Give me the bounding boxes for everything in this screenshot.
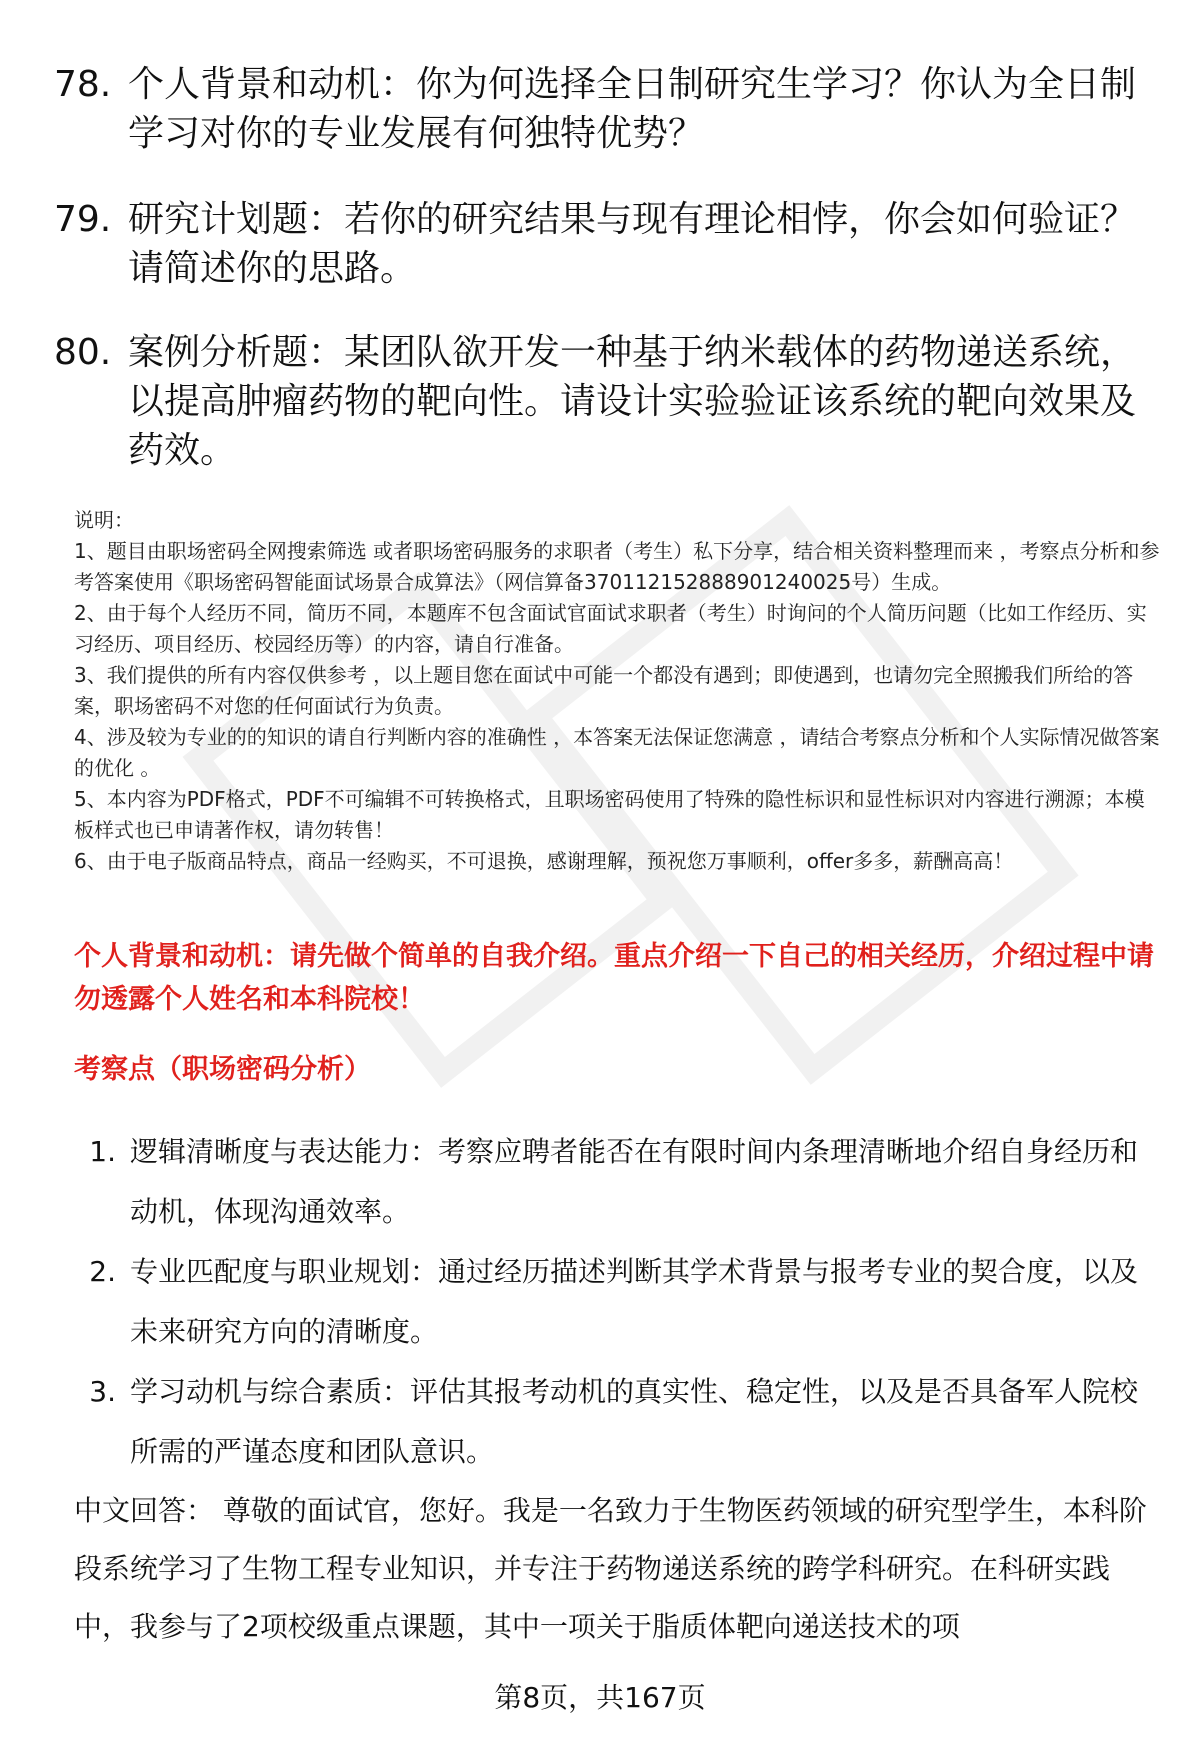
note-item-1: 1、题目由职场密码全网搜索筛选 或者职场密码服务的求职者（考生）私下分享，结合相关资料整理而来 ，考察点分析和参考答案使用《职场密码智能面试场景合成算法》（网信算备370112152888901240025号）生成。 — [74, 539, 1160, 594]
answer-paragraph: 中文回答： 尊敬的面试官，您好。我是一名致力于生物医药领域的研究型学生，本科阶段系统学习了生物工程专业知识，并专注于药物递送系统的跨学科研究。在科研实践中，我参与了2项校级重点课题，其中一项关于脂质体靶向递送技术的项 — [74, 1494, 1147, 1643]
question-text: 案例分析题：某团队欲开发一种基于纳米载体的药物递送系统，以提高肿瘤药物的靶向性。请设计实验验证该系统的靶向效果及药效。 — [128, 332, 1137, 471]
note-item-6: 6、由于电子版商品特点，商品一经购买，不可退换，感谢理解，预祝您万事顺利，offer多多，薪酬高高！ — [74, 849, 1014, 873]
question-number: 80. — [54, 332, 112, 373]
analysis-point — [74, 1122, 1164, 1242]
analysis-points — [74, 1122, 1164, 1482]
question-78 — [54, 60, 1154, 158]
analysis-point — [74, 1362, 1164, 1482]
note-item-4: 4、涉及较为专业的的知识的请自行判断内容的准确性 ，本答案无法保证您满意 ，请结合考察点分析和个人实际情况做答案的优化 。 — [74, 725, 1160, 780]
question-number: 78. — [54, 64, 112, 105]
question-80 — [54, 328, 1154, 475]
analysis-point — [74, 1242, 1164, 1362]
note-item-2: 2、由于每个人经历不同，简历不同，本题库不包含面试官面试求职者（考生）时询问的个人简历问题（比如工作经历、实习经历、项目经历、校园经历等）的内容，请自行准备。 — [74, 601, 1147, 656]
page-footer: 第8页，共167页 — [494, 1681, 706, 1714]
current-question: 个人背景和动机：请先做个简单的自我介绍。重点介绍一下自己的相关经历，介绍过程中请勿透露个人姓名和本科院校！ — [74, 941, 1154, 1015]
note-item-5: 5、本内容为PDF格式，PDF不可编辑不可转换格式，且职场密码使用了特殊的隐性标识和显性标识对内容进行溯源；本模板样式也已申请著作权，请勿转售！ — [74, 787, 1145, 842]
analysis-point-text: 学习动机与综合素质：评估其报考动机的真实性、稳定性，以及是否具备军人院校所需的严谨态度和团队意识。 — [130, 1375, 1139, 1468]
question-number: 79. — [54, 199, 112, 240]
analysis-point-number: 1. — [89, 1135, 116, 1168]
notes-section — [74, 505, 1164, 877]
question-text: 个人背景和动机：你为何选择全日制研究生学习？你认为全日制学习对你的专业发展有何独特优势？ — [128, 64, 1137, 154]
analysis-point-text: 专业匹配度与职业规划：通过经历描述判断其学术背景与报考专业的契合度，以及未来研究方向的清晰度。 — [130, 1255, 1139, 1348]
question-text: 研究计划题：若你的研究结果与现有理论相悖，你会如何验证？请简述你的思路。 — [128, 199, 1137, 289]
notes-title: 说明： — [74, 508, 134, 532]
analysis-point-number: 2. — [89, 1255, 116, 1288]
analysis-heading: 考察点（职场密码分析） — [74, 1054, 371, 1085]
note-item-3: 3、我们提供的所有内容仅供参考 ，以上题目您在面试中可能一个都没有遇到；即使遇到，也请勿完全照搬我们所给的答案，职场密码不对您的任何面试行为负责。 — [74, 663, 1134, 718]
analysis-point-text: 逻辑清晰度与表达能力：考察应聘者能否在有限时间内条理清晰地介绍自身经历和动机，体现沟通效率。 — [130, 1135, 1139, 1228]
question-79 — [54, 195, 1154, 293]
analysis-point-number: 3. — [89, 1375, 116, 1408]
